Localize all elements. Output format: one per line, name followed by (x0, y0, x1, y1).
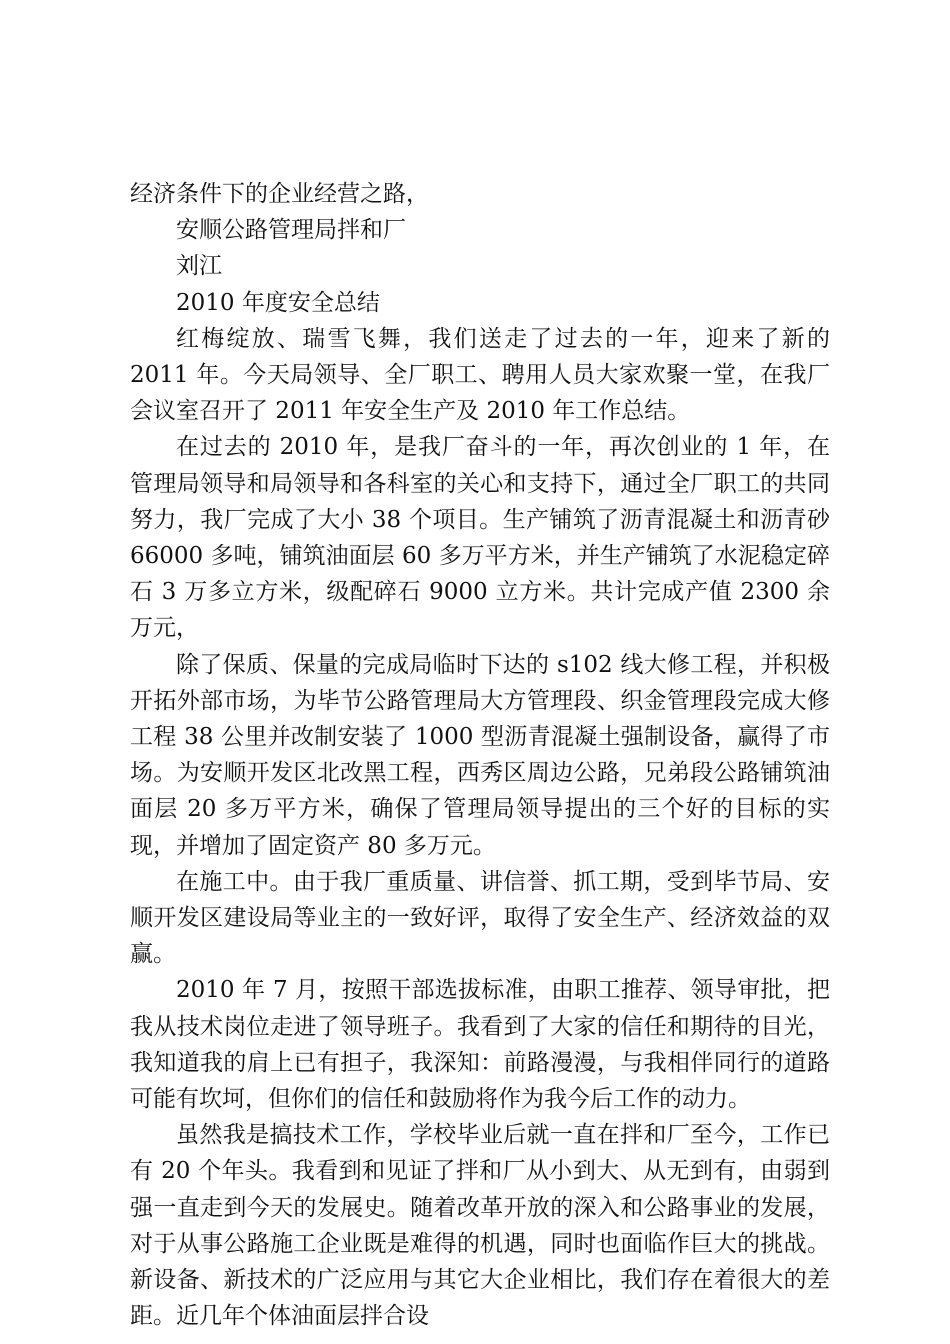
paragraph-reputation: 在施工中。由于我厂重质量、讲信誉、抓工期，受到毕节局、安顺开发区建设局等业主的一致好评，取得了安全生产、经济效益的双赢。 (130, 868, 830, 968)
paragraph-opening: 红梅绽放、瑞雪飞舞，我们送走了过去的一年，迎来了新的 2011 年。今天局领导、全厂职工、聘用人员大家欢聚一堂，在我厂会议室召开了 2011 年安全生产及 2010 年工作总结。 (130, 325, 830, 425)
paragraph-organization: 安顺公路管理局拌和厂 (176, 217, 406, 244)
paragraph-author: 刘江 (176, 253, 222, 280)
document-body (130, 176, 830, 1335)
paragraph-title: 2010 年度安全总结 (176, 289, 380, 316)
paragraph-continuation: 经济条件下的企业经营之路， (130, 181, 429, 207)
paragraph-promotion: 2010 年 7 月，按照干部选拔标准，由职工推荐、领导审批，把我从技术岗位走进了领导班子。我看到了大家的信任和期待的目光，我知道我的肩上已有担子，我深知：前路漫漫，与我相伴同行的道路可能有坎坷，但你们的信任和鼓励将作为我今后工作的动力。 (130, 977, 830, 1113)
paragraph-production: 在过去的 2010 年，是我厂奋斗的一年，再次创业的 1 年，在管理局领导和局领导和各科室的关心和支持下，通过全厂职工的共同努力，我厂完成了大小 38 个项目。生产铺筑了沥青混凝土和沥青砂 66000 多吨，铺筑油面层 60 多万平方米，并生产铺筑了水泥稳定碎石 3 万多立方米，级配碎石 9000 立方米。共计完成产值 2300 余万元， (130, 434, 830, 642)
paragraph-background: 虽然我是搞技术工作，学校毕业后就一直在拌和厂至今，工作已有 20 个年头。我看到和见证了拌和厂从小到大、从无到有，由弱到强一直走到今天的发展史。随着改革开放的深入和公路事业的发展，对于从事公路施工企业既是难得的机遇，同时也面临作巨大的挑战。新设备、新技术的广泛应用与其它大企业相比，我们存在着很大的差距。近几年个体油面层拌合设 (130, 1122, 830, 1330)
paragraph-projects: 除了保质、保量的完成局临时下达的 s102 线大修工程，并积极开拓外部市场，为毕节公路管理局大方管理段、织金管理段完成大修工程 38 公里并改制安装了 1000 型沥青混凝土强制设备，赢得了市场。为安顺开发区北改黑工程，西秀区周边公路，兄弟段公路铺筑油面层 20 多万平方米，确保了管理局领导提出的三个好的目标的实现，并增加了固定资产 80 多万元。 (130, 651, 830, 859)
